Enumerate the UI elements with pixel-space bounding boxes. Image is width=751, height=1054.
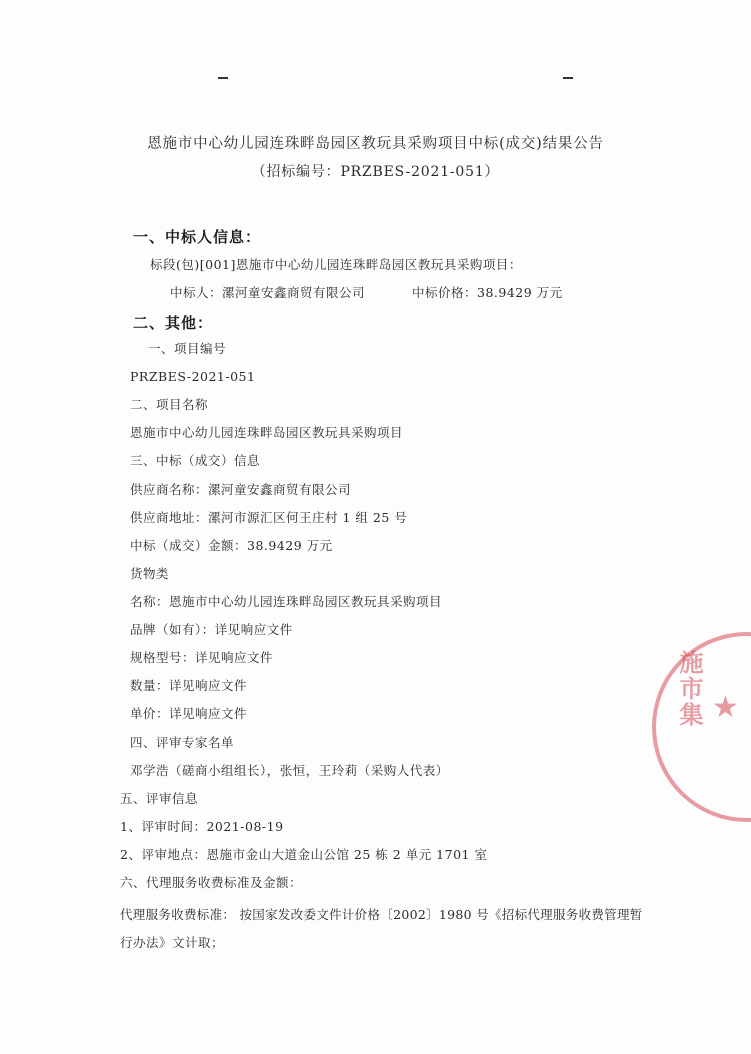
- item-project-no: PRZBES-2021-051: [130, 369, 256, 384]
- price-line: 中标价格：38.9429 万元: [412, 285, 563, 300]
- header-mark-right: [563, 77, 573, 79]
- item-award-label: 三、中标（成交）信息: [130, 453, 261, 468]
- item-brand: 品牌（如有）：详见响应文件: [130, 622, 293, 637]
- item-project-name: 恩施市中心幼儿园连珠畔岛园区教玩具采购项目: [130, 425, 404, 440]
- item-project-no-label: 一、项目编号: [148, 341, 227, 356]
- company-seal-text: 施市集: [675, 650, 703, 728]
- lot-line: 标段(包)[001]恩施市中心幼儿园连珠畔岛园区教玩具采购项目：: [150, 257, 522, 272]
- page-subtitle: （招标编号：PRZBES-2021-051）: [251, 164, 500, 180]
- item-fee-standard: 代理服务收费标准： 按国家发改委文件计价格〔2002〕1980 号《招标代理服务收费管理暂: [120, 907, 643, 922]
- item-experts-label: 四、评审专家名单: [130, 735, 235, 750]
- seal-star-icon: ★: [712, 690, 739, 725]
- header-mark-left: [218, 77, 228, 79]
- item-fee-standard-cont: 行办法》文计取；: [120, 935, 225, 950]
- item-spec: 规格型号：详见响应文件: [130, 650, 274, 665]
- section2-heading: 二、其他：: [133, 314, 214, 332]
- item-supplier-name: 供应商名称：漯河童安鑫商贸有限公司: [130, 482, 352, 497]
- item-review-time: 1、评审时间：2021-08-19: [120, 819, 284, 834]
- item-goods-name: 名称：恩施市中心幼儿园连珠畔岛园区教玩具采购项目: [130, 594, 443, 609]
- item-review-location: 2、评审地点：恩施市金山大道金山公馆 25 栋 2 单元 1701 室: [120, 847, 488, 862]
- item-goods-type: 货物类: [130, 566, 170, 581]
- item-supplier-address: 供应商地址：漯河市源汇区何王庄村 1 组 25 号: [130, 510, 408, 525]
- item-experts: 邓学浩（磋商小组组长），张恒，王玲莉（采购人代表）: [130, 763, 449, 778]
- page-title: 恩施市中心幼儿园连珠畔岛园区教玩具采购项目中标(成交)结果公告: [147, 136, 604, 152]
- item-fee-label: 六、代理服务收费标准及金额：: [120, 875, 303, 890]
- winner-line: 中标人：漯河童安鑫商贸有限公司: [170, 285, 366, 300]
- item-unit-price: 单价：详见响应文件: [130, 706, 248, 721]
- item-project-name-label: 二、项目名称: [130, 397, 209, 412]
- section1-heading: 一、中标人信息：: [133, 228, 262, 246]
- item-review-label: 五、评审信息: [120, 791, 199, 806]
- item-quantity: 数量：详见响应文件: [130, 678, 248, 693]
- item-award-amount: 中标（成交）金额：38.9429 万元: [130, 538, 333, 553]
